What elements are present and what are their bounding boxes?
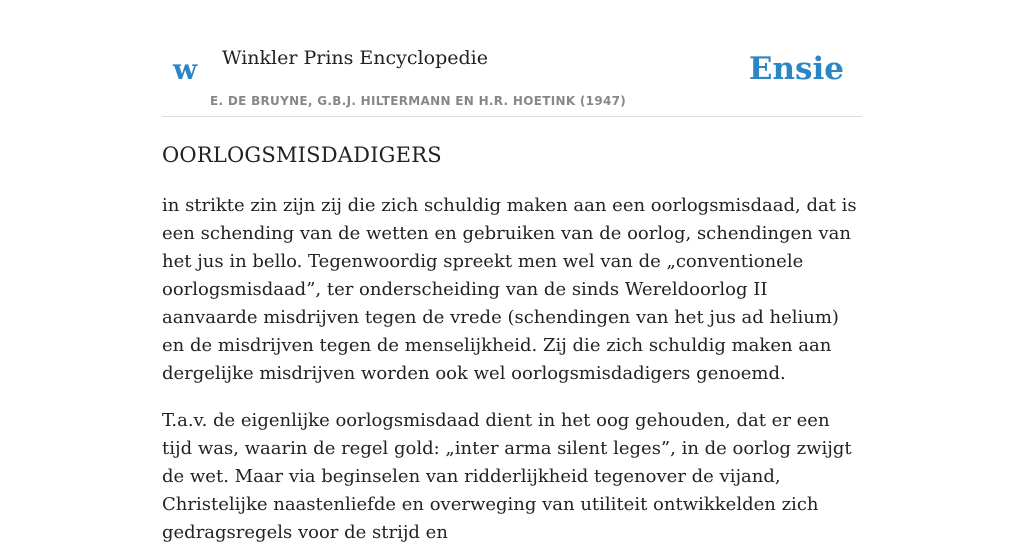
source-header (162, 0, 862, 117)
article (162, 138, 862, 547)
article-title: OORLOGSMISDADIGERS (162, 143, 442, 167)
source-authors: E. DE BRUYNE, G.B.J. HILTERMANN EN H.R. HOETINK (1947) (210, 94, 627, 108)
article-paragraph: T.a.v. de eigenlijke oorlogsmisdaad dient in het oog gehouden, dat er een tijd was, waarin de regel gold: „inter arma silent leges”, in de oorlog zwijgt de wet. Maar via beginselen van ridderlijkheid tegenover de vijand, Christelijke naastenliefde en overweging van utiliteit ontwikkelden zich gedragsregels voor de strijd en (162, 410, 852, 543)
winkler-prins-logo-icon[interactable]: w (173, 53, 198, 86)
source-title-link[interactable]: Winkler Prins Encyclopedie (222, 47, 488, 69)
article-paragraph: in strikte zin zijn zij die zich schuldig maken aan een oorlogsmisdaad, dat is een schending van de wetten en gebruiken van de oorlog, schendingen van het jus in bello. Tegenwoordig spreekt men wel van de „conventionele oorlogsmisdaad”, ter onderscheiding van de sinds Wereldoorlog II aanvaarde misdrijven tegen de vrede (schendingen van het jus ad helium) en de misdrijven tegen de menselijkheid. Zij die zich schuldig maken aan dergelijke misdrijven worden ook wel oorlogsmisdadigers genoemd. (162, 195, 857, 384)
ensie-logo-link[interactable]: Ensie (748, 51, 844, 87)
